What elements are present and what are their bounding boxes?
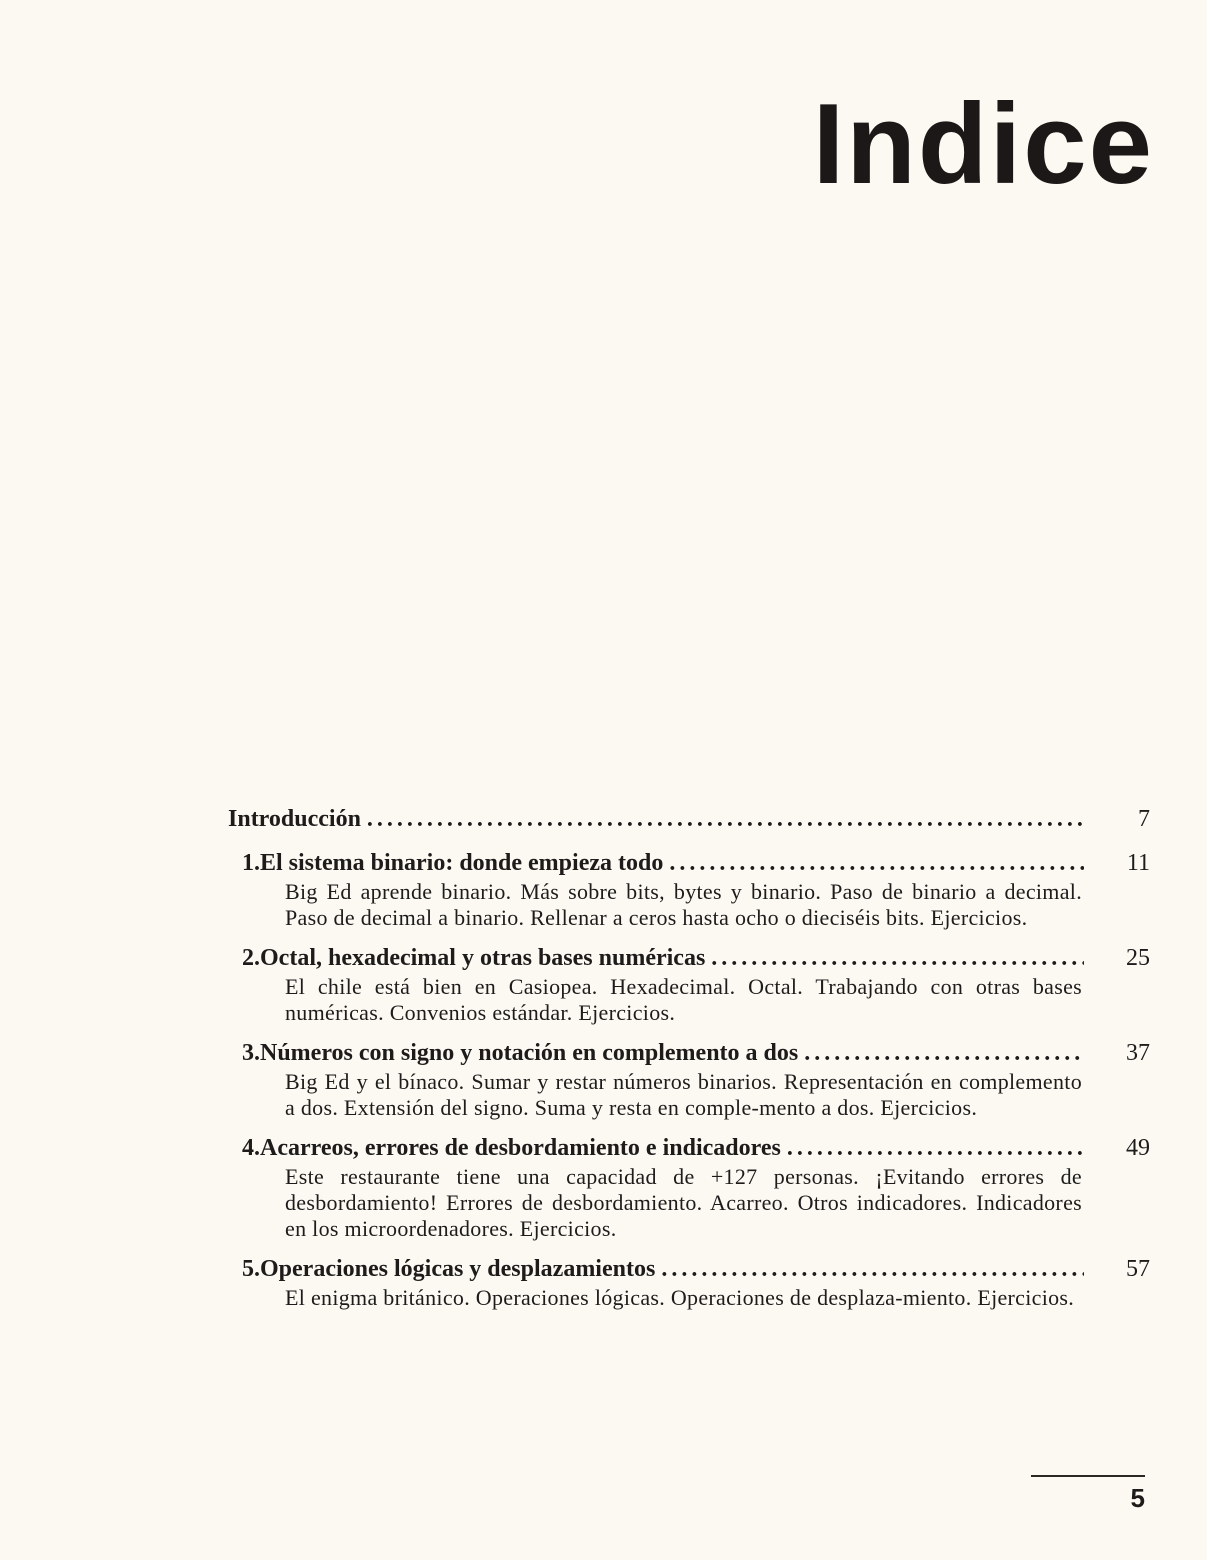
page-number: 5 — [1130, 1483, 1145, 1513]
table-of-contents — [228, 804, 1150, 1323]
toc-entry-description: Este restaurante tiene una capacidad de +127 personas. ¡Evitando errores de desbordamiento! Errores de desbordamiento. Acarreo. Otros indicadores. Indicadores en los microordenadores. Ejercicios. — [285, 1164, 1082, 1241]
dot-leader — [367, 804, 1084, 834]
toc-entry-chapter-2 — [228, 943, 1150, 1026]
toc-entry-introduction — [228, 804, 1150, 834]
toc-entry-page: 11 — [1126, 850, 1150, 876]
footer-rule — [1031, 1475, 1145, 1477]
dot-leader — [669, 848, 1084, 878]
chapter-number: 4. — [242, 1135, 260, 1161]
dot-leader — [787, 1133, 1084, 1163]
page-title: Indice — [812, 81, 1154, 208]
chapter-number: 2. — [242, 945, 260, 971]
toc-entry-title: Números con signo y notación en complemento a dos — [260, 1040, 799, 1066]
dot-leader — [711, 943, 1084, 973]
toc-entry-heading — [228, 1038, 1150, 1068]
toc-entry-title: El sistema binario: donde empieza todo — [260, 850, 664, 876]
toc-entry-title: Acarreos, errores de desbordamiento e indicadores — [260, 1135, 781, 1161]
toc-entry-chapter-4 — [228, 1133, 1150, 1242]
chapter-number: 3. — [242, 1040, 260, 1066]
toc-entry-description: El chile está bien en Casiopea. Hexadecimal. Octal. Trabajando con otras bases numéricas. Convenios estándar. Ejercicios. — [285, 974, 1082, 1025]
toc-entry-heading — [228, 848, 1150, 878]
toc-entry-title: Operaciones lógicas y desplazamientos — [260, 1256, 656, 1282]
dot-leader — [804, 1038, 1084, 1068]
chapter-number: 5. — [242, 1256, 260, 1282]
toc-entry-chapter-3 — [228, 1038, 1150, 1121]
toc-entry-page: 57 — [1126, 1256, 1150, 1282]
toc-entry-chapter-1 — [228, 848, 1150, 931]
toc-entry-page: 49 — [1126, 1135, 1150, 1161]
toc-entry-heading — [228, 943, 1150, 973]
toc-entry-description: El enigma británico. Operaciones lógicas. Operaciones de desplaza-miento. Ejercicios. — [285, 1285, 1075, 1310]
toc-entry-description: Big Ed y el bínaco. Sumar y restar números binarios. Representación en complemento a dos. Extensión del signo. Suma y resta en comple-mento a dos. Ejercicios. — [285, 1069, 1082, 1120]
toc-entry-page: 25 — [1126, 945, 1150, 971]
toc-entry-heading — [228, 1133, 1150, 1163]
dot-leader — [661, 1254, 1084, 1284]
toc-entry-heading — [228, 1254, 1150, 1284]
chapter-number: 1. — [242, 850, 260, 876]
toc-entry-page: 37 — [1126, 1040, 1150, 1066]
toc-entry-title: Introducción — [228, 806, 361, 832]
toc-entry-page: 7 — [1138, 806, 1150, 832]
toc-entry-description: Big Ed aprende binario. Más sobre bits, bytes y binario. Paso de binario a decimal. Paso de decimal a binario. Rellenar a ceros hasta ocho o dieciséis bits. Ejercicios. — [285, 879, 1082, 930]
toc-entry-heading — [228, 804, 1150, 834]
toc-entry-title: Octal, hexadecimal y otras bases numéricas — [260, 945, 706, 971]
toc-entry-chapter-5 — [228, 1254, 1150, 1311]
